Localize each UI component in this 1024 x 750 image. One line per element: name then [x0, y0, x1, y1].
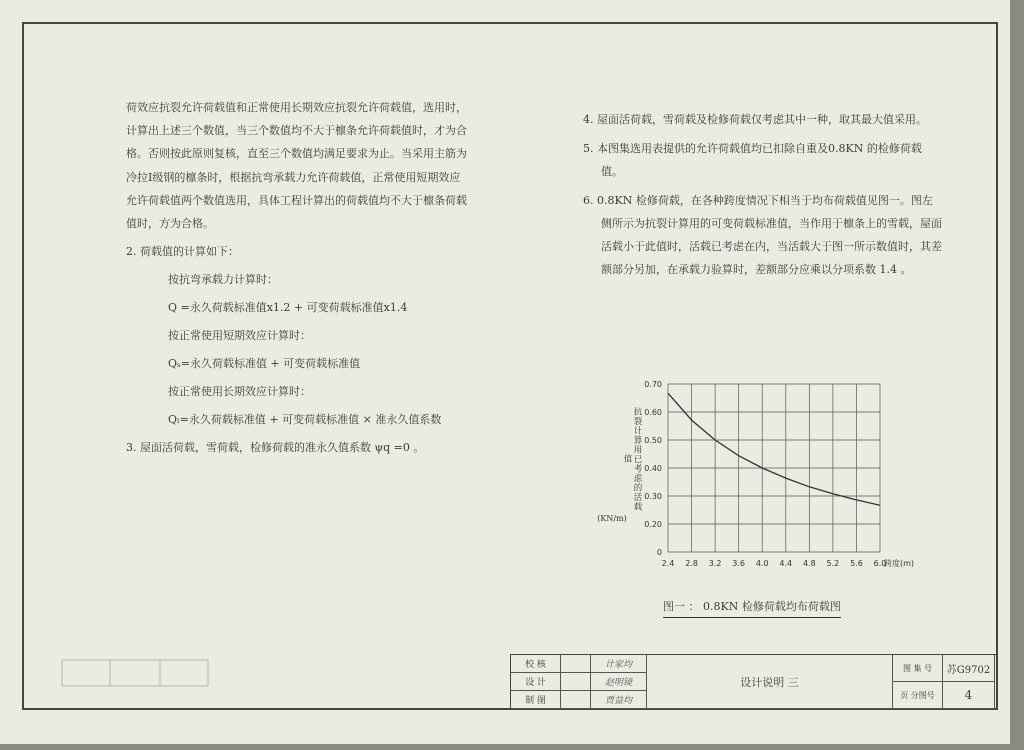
calc-2-formula: Qₛ=永久荷载标准值 + 可变荷载标准值 — [168, 357, 361, 371]
y-tick-label: 0 — [656, 548, 662, 557]
sheet-title: 设计说明 三 — [647, 655, 893, 709]
paragraph-1: 荷效应抗裂允许荷载值和正常使用长期效应抗裂允许荷载值，选用时，计算出上述三个数值，当三个数值均不大于檩条允许荷载值时，才为合格。否则按此原则复核，直至三个数值均满足要求为止。当采用主筋为冷拉Ⅰ级钢的檩条时，根据抗弯承载力允许荷载值，正常使用短期效应允许荷载值两个数值选用，具体工程计算出的荷载值均不大于檩条荷载值时，方为合格。 — [126, 101, 467, 231]
tb-row3-signature: 贾益均 — [591, 691, 647, 709]
atlas-no: 苏G9702 — [943, 655, 995, 682]
y-tick-label: 0.20 — [644, 520, 662, 529]
tb-row2-signature: 赵明镜 — [591, 673, 647, 691]
series-line — [668, 393, 880, 505]
tb-row2-label: 设 计 — [511, 673, 561, 691]
y-tick-label: 0.60 — [644, 408, 662, 417]
item-2-heading: 2. 荷载值的计算如下： — [126, 245, 239, 259]
chart-yunit: (KN/m) — [597, 514, 627, 523]
item-4: 4. 屋面活荷载，雪荷载及检修荷载仅考虑其中一种，取其最大值采用。 — [583, 113, 927, 126]
x-tick-label: 5.6 — [850, 559, 863, 568]
left-text-column — [126, 96, 506, 459]
tb-row3-label: 制 图 — [511, 691, 561, 709]
atlas-no-label: 图 集 号 — [893, 655, 943, 682]
load-span-chart — [592, 372, 922, 622]
calc-1-label: 按抗弯承载力计算时： — [168, 273, 278, 287]
calc-2-label: 按正常使用短期效应计算时： — [168, 329, 311, 343]
faded-stamp — [60, 658, 210, 688]
item-3: 3. 屋面活荷载，雪荷载，检修荷载的准永久值系数 ψq =0 。 — [126, 441, 425, 455]
title-block — [510, 654, 996, 710]
x-tick-label: 5.2 — [826, 559, 840, 568]
y-tick-label: 0.50 — [644, 436, 662, 445]
item-5: 5. 本图集选用表提供的允许荷载值均已扣除自重及0.8KN 的检修荷载值。 — [583, 142, 922, 178]
x-tick-label: 6.0 — [873, 559, 887, 568]
x-tick-label: 2.8 — [685, 559, 698, 568]
x-tick-label: 3.6 — [732, 559, 746, 568]
x-tick-label: 4.0 — [755, 559, 769, 568]
calc-3-label: 按正常使用长期效应计算时： — [168, 385, 311, 399]
x-axis-label: 跨度(m) — [884, 559, 915, 568]
x-tick-label: 4.8 — [802, 559, 816, 568]
y-tick-label: 0.70 — [644, 380, 662, 389]
tb-row1-signature: 计家均 — [591, 655, 647, 673]
x-tick-label: 4.4 — [779, 559, 793, 568]
figure-caption: 图一 ： 0.8KN 检修荷载均布荷载图 — [663, 598, 841, 618]
item-6: 6. 0.8KN 检修荷载，在各种跨度情况下相当于均布荷载值见图一。图左侧所示为抗裂计算用的可变荷载标准值，当作用于檩条上的雪载，屋面活载小于此值时，活载已考虑在内，当活载大于图一所示数值时，其差额部分另加，在承载力验算时，差额部分应乘以分项系数 1.4 。 — [583, 194, 942, 276]
tb-row1-label: 校 核 — [511, 655, 561, 673]
page-label: 页 分图号 — [893, 682, 943, 709]
calc-1-formula: Q =永久荷载标准值x1.2 + 可变荷载标准值x1.4 — [168, 301, 408, 315]
y-tick-label: 0.30 — [644, 492, 662, 501]
y-tick-label: 0.40 — [644, 464, 662, 473]
chart-ylabel: 抗裂计算用已考虑的活载值 — [622, 406, 642, 512]
calc-3-formula: Qₗ=永久荷载标准值 + 可变荷载标准值 × 准永久值系数 — [168, 413, 442, 427]
page-number: 4 — [943, 682, 995, 709]
x-tick-label: 3.2 — [708, 559, 722, 568]
right-text-column — [583, 108, 943, 287]
x-tick-label: 2.4 — [661, 559, 675, 568]
